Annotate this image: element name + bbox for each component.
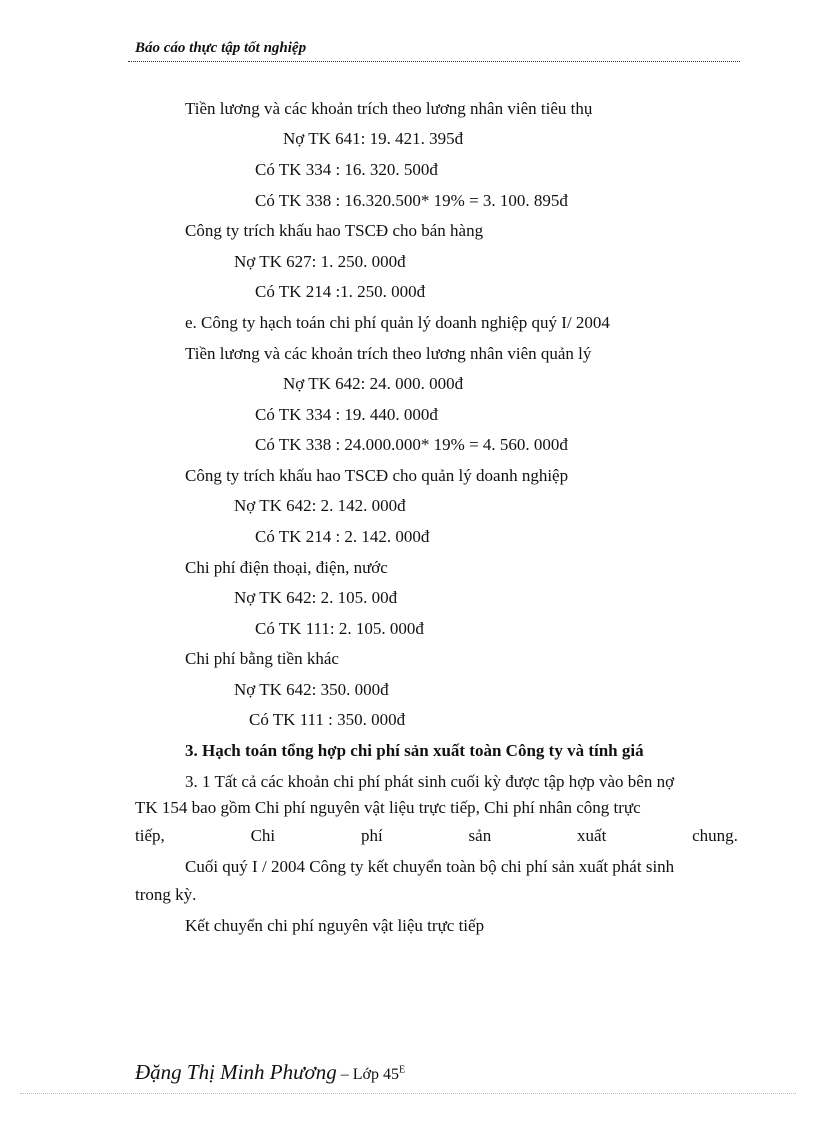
credit-entry: Có TK 338 : 16.320.500* 19% = 3. 100. 895đ [255,191,568,210]
paragraph-line: Kết chuyển chi phí nguyên vật liệu trực tiếp [185,916,485,935]
credit-entry: Có TK 214 :1. 250. 000đ [255,282,426,301]
author-name: Đặng Thị Minh Phương [135,1060,337,1084]
debit-entry: Nợ TK 627: 1. 250. 000đ [234,252,406,271]
section-heading: 3. Hạch toán tổng hợp chi phí sản xuất toàn Công ty và tính giá [185,741,644,760]
paragraph-line: Cuối quý I / 2004 Công ty kết chuyển toàn bộ chi phí sản xuất phát sinh [185,857,675,876]
footer-author [135,1060,405,1085]
credit-entry: Có TK 111 : 350. 000đ [249,710,406,729]
paragraph-line-justified [135,826,738,846]
header-divider [128,61,740,62]
header-title: Báo cáo thực tập tốt nghiệp [135,40,307,56]
credit-entry: Có TK 214 : 2. 142. 000đ [255,527,430,546]
text-line: Chi phí bằng tiền khác [185,649,339,668]
debit-entry: Nợ TK 642: 2. 105. 00đ [234,588,398,607]
word: xuất [577,826,607,845]
paragraph-line: trong kỳ. [135,885,197,904]
word: chung. [692,826,738,845]
text-line: Công ty trích khấu hao TSCĐ cho bán hàng [185,221,484,240]
section-line: e. Công ty hạch toán chi phí quản lý doanh nghiệp quý I/ 2004 [185,313,610,332]
paragraph-line: TK 154 bao gồm Chi phí nguyên vật liệu trực tiếp, Chi phí nhân công trực [135,798,641,817]
word: phí [360,826,383,845]
text-line: Công ty trích khấu hao TSCĐ cho quản lý doanh nghiệp [185,466,569,485]
credit-entry: Có TK 334 : 16. 320. 500đ [255,160,438,179]
debit-entry: Nợ TK 642: 2. 142. 000đ [234,496,406,515]
credit-entry: Có TK 334 : 19. 440. 000đ [255,405,438,424]
credit-entry: Có TK 111: 2. 105. 000đ [255,619,424,638]
paragraph-line: 3. 1 Tất cả các khoản chi phí phát sinh cuối kỳ được tập hợp vào bên nợ [185,772,675,791]
word: Chi [250,826,276,845]
debit-entry: Nợ TK 642: 350. 000đ [234,680,389,699]
text-line: Tiền lương và các khoản trích theo lương nhân viên quản lý [185,344,592,363]
credit-entry: Có TK 338 : 24.000.000* 19% = 4. 560. 000đ [255,435,568,454]
class-superscript: E [398,1064,406,1076]
word: tiếp, [135,826,165,845]
debit-entry: Nợ TK 641: 19. 421. 395đ [283,129,464,148]
text-line: Tiền lương và các khoản trích theo lương nhân viên tiêu thụ [185,99,593,118]
text-line: Chi phí điện thoại, điện, nước [185,558,388,577]
word: sản [468,826,492,845]
class-label: – Lớp 45 [336,1066,399,1083]
debit-entry: Nợ TK 642: 24. 000. 000đ [283,374,464,393]
footer-divider [20,1093,796,1094]
